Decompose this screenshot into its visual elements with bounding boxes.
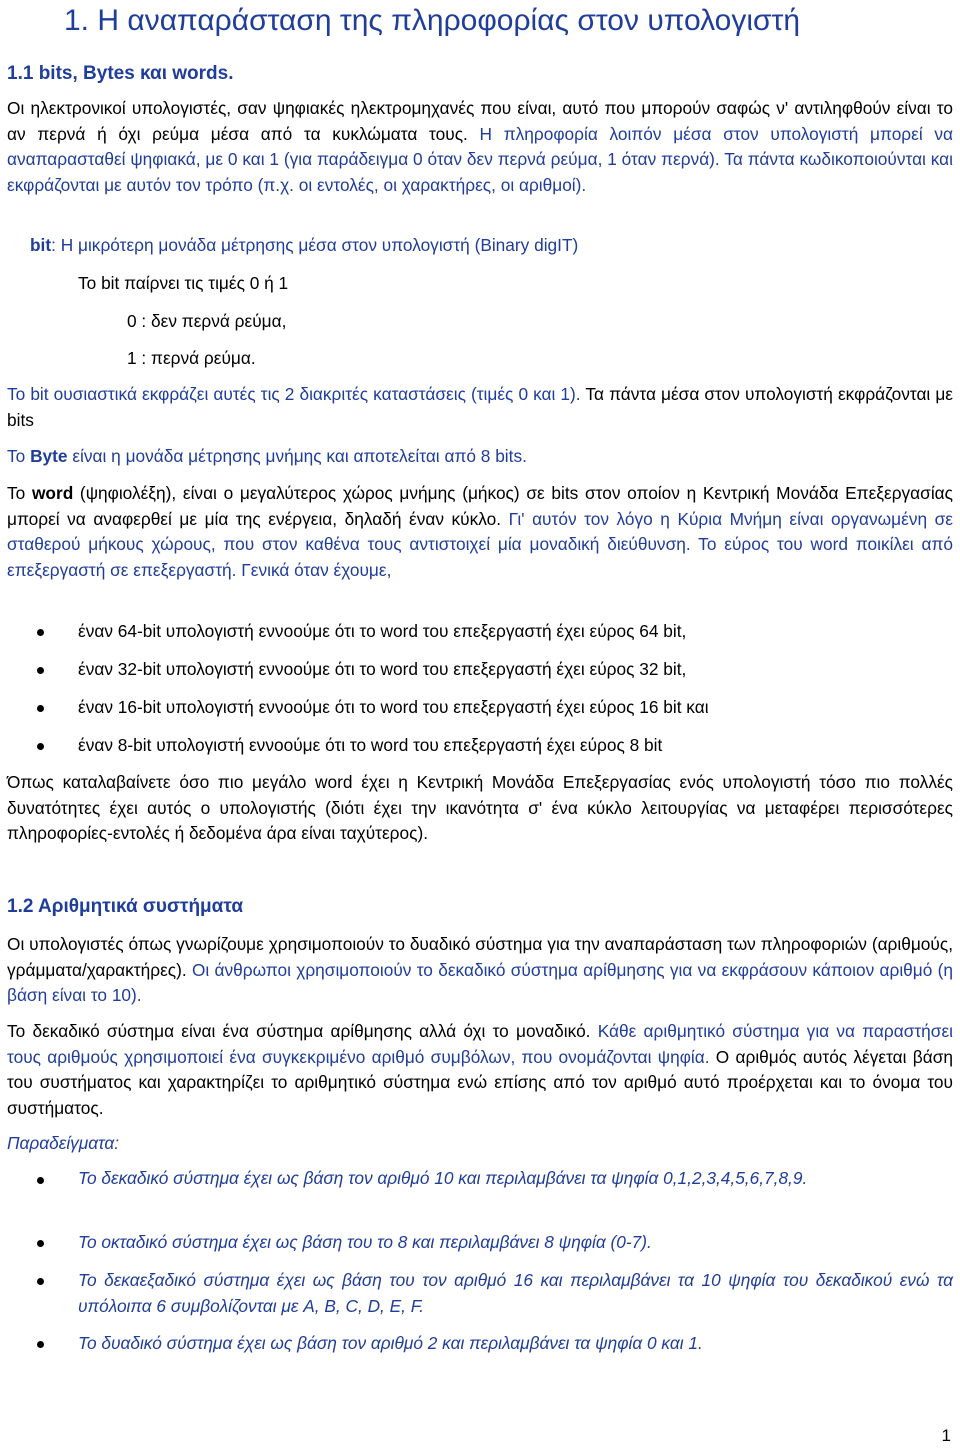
p2-black: Το δεκαδικό σύστημα είναι ένα σύστημα αρίθμησης αλλά όχι το μοναδικό.: [7, 1021, 591, 1041]
bullet-dot: [37, 1278, 44, 1285]
word-bullet-item: έναν 64-bit υπολογιστή εννοούμε ότι το word του επεξεργαστή έχει εύρος 64 bit,: [78, 621, 687, 641]
p2-blue: Κάθε αριθμητικό σύστημα για να παραστήσει τους αριθμούς χρησιμοποιεί ένα συγκεκριμένο αριθμό συμβόλων, που ονομάζονται ψηφία.: [7, 1021, 954, 1067]
p1-blue: Οι άνθρωποι χρησιμοποιούν το δεκαδικό σύστημα αρίθμησης για να εκφράσουν κάποιον αριθμό (η βάση είναι το 10).: [7, 959, 953, 1005]
bullet-dot: [37, 667, 44, 674]
section-heading-1-2: 1.2 Αριθμητικά συστήματα: [7, 896, 243, 917]
byte-post: είναι η μονάδα μέτρησης μνήμης και αποτελείται από 8 bits.: [67, 446, 527, 466]
bullet-dot: [37, 1341, 44, 1348]
numeral-systems-definition: [7, 1019, 953, 1121]
word-bullet-item: έναν 16-bit υπολογιστή εννοούμε ότι το word του επεξεργαστή έχει εύρος 16 bit και: [78, 697, 709, 717]
p2-black2: Ο αριθμός αυτός λέγεται βάση του συστήματος και χαρακτηρίζει το αριθμητικό σύστημα ενώ επίσης από τον αριθμό αυτό προέρχεται και το όνομα του συστήματος.: [7, 1046, 953, 1118]
intro-blue-text: Η πληροφορία λοιπόν μέσα στον υπολογιστή μπορεί να αναπαρασταθεί ψηφιακά, με 0 και 1 (για παράδειγμα 0 όταν δεν περνά ρεύμα, 1 όταν περνά). Τα πάντα κωδικοποιούνται και εκφράζονται με αυτόν τον τρόπο (π.χ. οι εντολές, οι χαρακτήρες, οι αριθμοί).: [7, 123, 953, 195]
word-pre: Το: [7, 483, 32, 503]
bit-definition: [30, 233, 953, 259]
intro-paragraph: [7, 96, 953, 198]
byte-pre: Το: [7, 446, 31, 466]
bit-states-paragraph: [7, 382, 953, 433]
byte-term: Byte: [30, 446, 68, 466]
page-number: 1: [941, 1426, 951, 1445]
word-bullet-item: έναν 32-bit υπολογιστή εννοούμε ότι το word του επεξεργαστή έχει εύρος 32 bit,: [78, 659, 687, 679]
bullet-dot: [37, 1177, 44, 1184]
numeral-systems-intro: [7, 932, 953, 1009]
section-heading-1-1: 1.1 bits, Bytes και words.: [7, 63, 234, 84]
byte-definition: [7, 444, 953, 470]
example-item: Το δυαδικό σύστημα έχει ως βάση τον αριθμό 2 και περιλαμβάνει τα ψηφία 0 και 1.: [78, 1333, 703, 1353]
bullet-dot: [37, 743, 44, 750]
bit-def-text: : Η μικρότερη μονάδα μέτρησης μέσα στον υπολογιστή (Binary digIT): [51, 235, 579, 255]
word-def-blue: Γι' αυτόν τον λόγο η Κύρια Μνήμη είναι οργανωμένη σε σταθερού μήκους χώρους, που στον καθένα τους αντιστοιχεί μία μοναδική διεύθυνση. Το εύρος του word ποικίλει από επεξεργαστή σε επεξεργαστή. Γενικά όταν έχουμε,: [7, 508, 953, 580]
bit-values: Το bit παίρνει τις τιμές 0 ή 1: [78, 273, 289, 293]
bullet-dot: [37, 1240, 44, 1247]
word-term: word: [31, 483, 74, 503]
bit-states-black: Τα πάντα μέσα στον υπολογιστή εκφράζονται με bits: [7, 384, 953, 430]
bit-states-blue: Το bit ουσιαστικά εκφράζει αυτές τις 2 διακριτές καταστάσεις (τιμές 0 και 1).: [7, 384, 581, 404]
word-def-black: (ψηφιολέξη), είναι ο μεγαλύτερος χώρος μνήμης (μήκος) σε bits στον οποίον η Κεντρική Μονάδα Επεξεργασίας μπορεί να αναφερθεί με μία της ενέργεια, δηλαδή έναν κύκλο.: [7, 483, 953, 529]
bit-zero: 0 : δεν περνά ρεύμα,: [127, 311, 287, 331]
page-title: 1. Η αναπαράσταση της πληροφορίας στον υπολογιστή: [64, 4, 801, 37]
intro-black-text: Οι ηλεκτρονικοί υπολογιστές, σαν ψηφιακές ηλεκτρομηχανές που είναι, αυτό που μπορούν σαφώς ν' αντιληφθούν είναι το αν περνά ή όχι ρεύμα μέσα από τα κυκλώματα τους.: [7, 98, 953, 144]
bullet-dot: [37, 705, 44, 712]
example-item: Το δεκαδικό σύστημα έχει ως βάση τον αριθμό 10 και περιλαμβάνει τα ψηφία 0,1,2,3,4,5,6,7,8,9.: [78, 1168, 808, 1188]
example-item: Το δεκαεξαδικό σύστημα έχει ως βάση του τον αριθμό 16 και περιλαμβάνει τα 10 ψηφία του δεκαδικού ενώ τα υπόλοιπα 6 συμβολίζονται με A, B, C, D, E, F.: [78, 1270, 953, 1316]
bit-one: 1 : περνά ρεύμα.: [127, 348, 256, 368]
word-bullet-item: έναν 8-bit υπολογιστή εννοούμε ότι το word του επεξεργαστή έχει εύρος 8 bit: [78, 735, 663, 755]
example-item: Το οκταδικό σύστημα έχει ως βάση του το 8 και περιλαμβάνει 8 ψηφία (0-7).: [78, 1232, 652, 1252]
word-definition: [7, 481, 953, 583]
closing-paragraph: Όπως καταλαβαίνετε όσο πιο μεγάλο word έχει η Κεντρική Μονάδα Επεξεργασίας ενός υπολογιστή τόσο πιο πολλές δυνατότητες έχει αυτός ο υπολογιστής (διότι έχει την ικανότητα σ' ένα κύκλο λειτουργίας να μεταφέρει περισσότερες πληροφορίες-εντολές ή δεδομένα άρα είναι ταχύτερος).: [7, 772, 953, 843]
bit-term: bit: [30, 235, 52, 255]
bullet-dot: [37, 629, 44, 636]
examples-label: Παραδείγματα:: [7, 1133, 120, 1153]
p1-black: Οι υπολογιστές όπως γνωρίζουμε χρησιμοποιούν το δυαδικό σύστημα για την αναπαράσταση των πληροφοριών (αριθμούς, γράμματα/χαρακτήρες).: [7, 934, 953, 980]
